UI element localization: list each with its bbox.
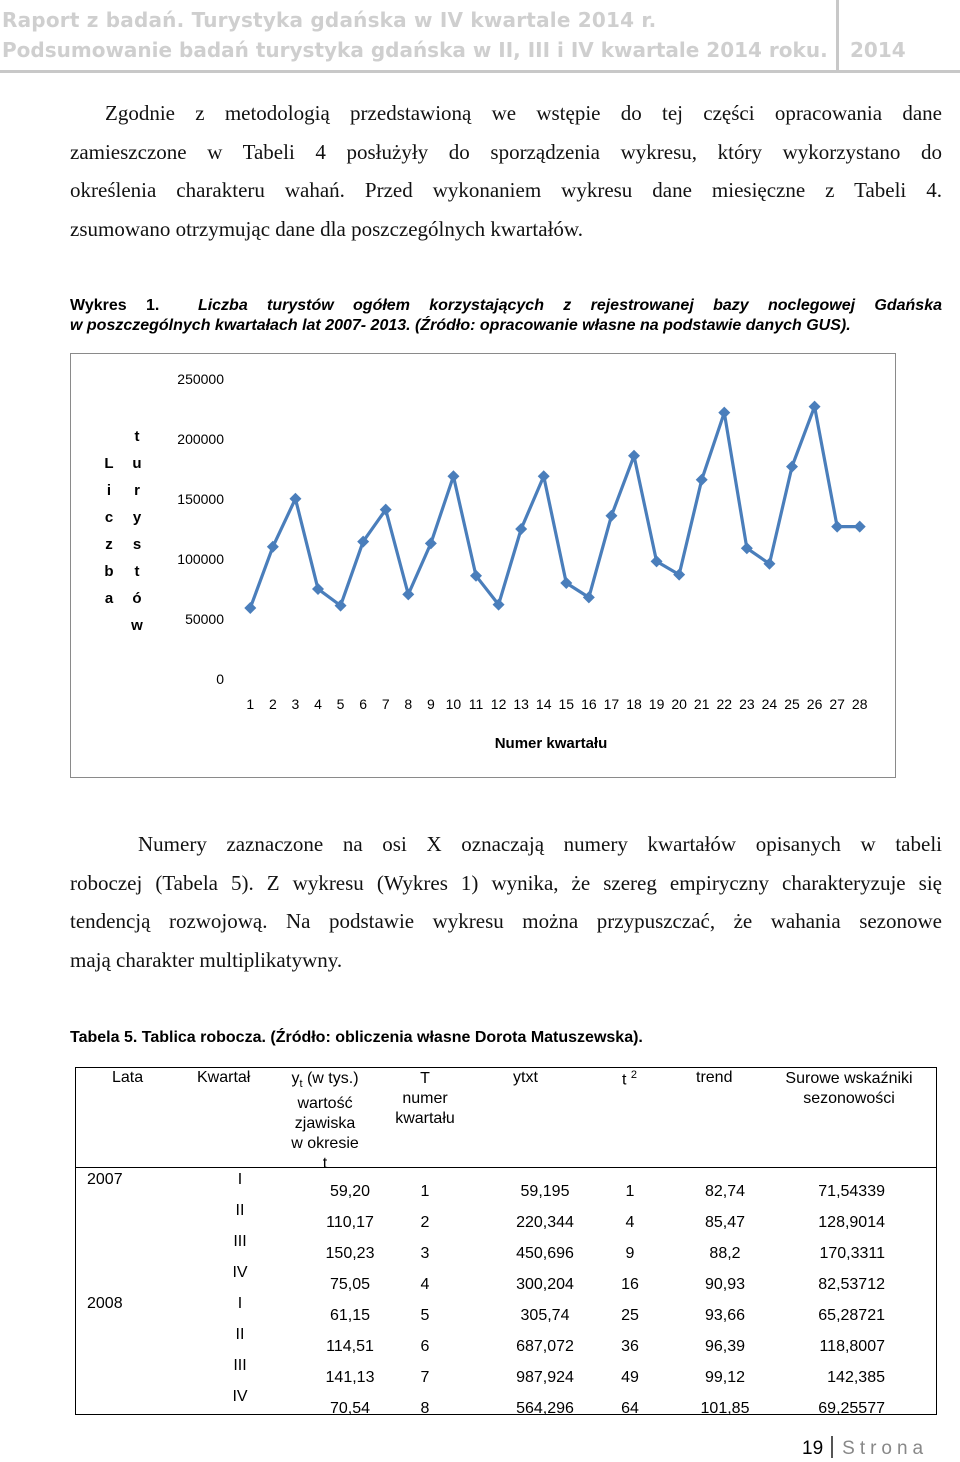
table-cell: 450,696 — [516, 1245, 574, 1262]
th-surowe-line: Surowe wskaźniki — [785, 1070, 913, 1087]
x-tick-label: 14 — [535, 696, 552, 712]
quarter-cell: III — [233, 1233, 247, 1250]
header-rule — [0, 70, 960, 73]
x-tick-label: 18 — [626, 696, 642, 712]
table-cell: 1 — [625, 1183, 635, 1200]
conclusion-line — [70, 825, 942, 864]
page-header — [0, 0, 960, 76]
y-tick-label: 100000 — [177, 551, 224, 567]
table-cell: 110,17 — [326, 1214, 374, 1231]
table-cell: 141,13 — [325, 1369, 375, 1386]
line-chart — [71, 354, 895, 777]
data-point — [628, 450, 640, 462]
th-T-line: kwartału — [395, 1110, 455, 1127]
y-axis-label-char: t — [134, 428, 140, 445]
table-cell: 88,2 — [709, 1245, 741, 1262]
y-axis-label-char: ó — [132, 590, 142, 607]
y-axis-label-char: a — [104, 590, 114, 607]
chart-frame — [70, 353, 896, 778]
figure-caption — [70, 296, 942, 336]
header-title: Raport z badań. Turystyka gdańska w IV kwartale 2014 r. — [2, 8, 657, 32]
table-cell: 170,3311 — [819, 1245, 885, 1262]
table-cell: 2 — [420, 1214, 430, 1231]
table-cell: 118,8007 — [819, 1338, 885, 1355]
th-lata: Lata — [112, 1069, 144, 1086]
y-axis-label-char: w — [131, 617, 143, 634]
data-point — [809, 401, 821, 413]
table-cell: 220,344 — [516, 1214, 574, 1231]
intro-line: określenia charakteru wahań. Przed wykonaniem wykresu dane miesięczne z Tabeli 4. — [70, 178, 942, 202]
page-number: 19 — [802, 1438, 824, 1459]
x-tick-label: 1 — [246, 696, 255, 712]
year-cell: 2007 — [87, 1171, 123, 1188]
x-tick-label: 7 — [381, 696, 390, 712]
x-axis-label: Numer kwartału — [494, 735, 608, 752]
data-point — [447, 470, 459, 482]
table-cell: 36 — [621, 1338, 639, 1355]
table-borders — [75, 1067, 937, 1415]
th-T-line: T — [420, 1070, 430, 1087]
x-tick-label: 8 — [404, 696, 413, 712]
x-tick-label: 23 — [739, 696, 755, 712]
table-cell: 987,924 — [516, 1369, 574, 1386]
y-axis-label-char: s — [132, 536, 142, 553]
conclusion-text: Numery zaznaczone na osi X oznaczają numery kwartałów opisanych w tabeli — [138, 832, 942, 856]
table-cell: 3 — [420, 1245, 430, 1262]
th-yt-line: $y_t$ (w tys.) — [291, 1070, 359, 1091]
conclusion-line: tendencją rozwojową. Na podstawie wykresu można przypuszczać, że wahania sezonowe — [70, 909, 942, 933]
table-cell: 64 — [621, 1400, 639, 1417]
x-tick-label: 25 — [784, 696, 800, 712]
intro-line — [70, 94, 942, 133]
figure-caption-text: Liczba turystów ogółem korzystających z rejestrowanej bazy noclegowej Gdańska — [197, 297, 943, 314]
footer-divider — [831, 1436, 833, 1458]
y-axis-label-char: z — [105, 536, 113, 553]
data-point — [786, 461, 798, 473]
quarter-cell: II — [235, 1326, 245, 1343]
y-axis-label-char: r — [134, 482, 140, 499]
quarter-cell: IV — [232, 1388, 248, 1405]
th-T-line: numer — [402, 1090, 448, 1107]
th-yt-line: w okresie — [291, 1135, 359, 1153]
table-cell: 16 — [621, 1276, 639, 1293]
th-yt-line: wartość — [297, 1095, 353, 1113]
table-cell: 70,54 — [329, 1400, 371, 1417]
x-tick-label: 15 — [558, 696, 575, 712]
table-cell: 75,05 — [329, 1276, 371, 1293]
x-tick-label: 9 — [426, 696, 435, 712]
y-axis-label-char: t — [134, 563, 140, 580]
table-caption: Tabela 5. Tablica robocza. (Źródło: obliczenia własne Dorota Matuszewska). — [70, 1029, 643, 1046]
table-cell: 114,51 — [326, 1338, 374, 1355]
conclusion-paragraph — [70, 825, 942, 979]
y-axis-label-char: u — [132, 455, 142, 472]
data-point — [425, 537, 437, 549]
table-cell: 128,9014 — [818, 1214, 885, 1231]
x-tick-label: 12 — [490, 696, 507, 712]
x-tick-label: 10 — [445, 696, 462, 712]
figure-label: Wykres 1. — [70, 297, 160, 314]
y-tick-label: 250000 — [177, 371, 224, 387]
y-tick-label: 150000 — [177, 491, 224, 507]
table-cell: 61,15 — [329, 1307, 371, 1324]
x-tick-label: 27 — [829, 696, 845, 712]
table-cell: 25 — [621, 1307, 639, 1324]
data-point — [831, 521, 843, 533]
x-tick-label: 20 — [671, 696, 687, 712]
x-tick-label: 28 — [851, 696, 868, 712]
th-surowe — [765, 1069, 933, 1109]
table-cell: 96,39 — [704, 1338, 746, 1355]
x-tick-label: 2 — [268, 696, 277, 712]
y-axis-label-char: y — [132, 509, 142, 526]
quarter-cell: III — [233, 1357, 247, 1374]
table-cell: 150,23 — [325, 1245, 375, 1262]
th-trend: trend — [696, 1069, 733, 1086]
th-kwartal: Kwartał — [197, 1069, 251, 1086]
quarter-cell: IV — [232, 1264, 248, 1281]
table-cell: 69,25577 — [818, 1400, 885, 1417]
intro-line: zamieszczone w Tabeli 4 posłużyły do sporządzenia wykresu, który wykorzystano do — [70, 139, 942, 164]
quarter-cell: I — [237, 1295, 243, 1312]
data-point — [244, 602, 256, 614]
table-cell: 93,66 — [704, 1307, 746, 1324]
y-tick-label: 200000 — [177, 431, 224, 447]
data-point — [718, 407, 730, 419]
table-cell: 1 — [420, 1183, 430, 1200]
table-cell: 82,74 — [704, 1183, 746, 1200]
figure-caption-text: w poszczególnych kwartałach lat 2007- 2013. (Źródło: opracowanie własne na podstawie danych GUS). — [70, 317, 851, 334]
y-tick-label: 0 — [216, 671, 224, 687]
table-cell: 85,47 — [704, 1214, 746, 1231]
x-tick-label: 4 — [314, 696, 322, 712]
table-cell: 59,20 — [329, 1183, 371, 1200]
y-axis-label-char: c — [104, 509, 114, 526]
data-point — [538, 470, 550, 482]
table-cell: 101,85 — [700, 1400, 750, 1417]
table-cell: 99,12 — [704, 1369, 746, 1386]
header-divider — [836, 0, 839, 70]
data-point — [267, 541, 279, 553]
x-tick-label: 5 — [336, 696, 345, 712]
quarter-cell: I — [237, 1171, 243, 1188]
table-cell: 49 — [621, 1369, 639, 1386]
x-tick-label: 24 — [761, 696, 778, 712]
x-tick-label: 21 — [693, 696, 710, 712]
intro-line: zsumowano otrzymując dane dla poszczególnych kwartałów. — [70, 216, 583, 241]
th-t2: t $^2$ — [622, 1069, 638, 1089]
intro-paragraph — [70, 94, 942, 248]
table-cell: 8 — [420, 1400, 430, 1417]
table-cell: 5 — [420, 1307, 430, 1324]
table-cell: 71,54339 — [818, 1183, 885, 1200]
data-point — [515, 523, 527, 535]
table-cell: 564,296 — [516, 1400, 574, 1417]
conclusion-line: mają charakter multiplikatywny. — [70, 947, 343, 972]
data-point — [289, 493, 301, 505]
table-cell: 7 — [420, 1369, 430, 1386]
table-cell: 4 — [420, 1276, 430, 1293]
table-cell: 687,072 — [516, 1338, 574, 1355]
conclusion-line: roboczej (Tabela 5). Z wykresu (Wykres 1) wynika, że szereg empiryczny charakteryzuje się — [70, 870, 942, 895]
x-tick-label: 19 — [648, 696, 665, 712]
th-T — [380, 1069, 470, 1129]
data-point — [605, 510, 617, 522]
year-cell: 2008 — [87, 1295, 123, 1312]
table-cell: 300,204 — [516, 1276, 574, 1293]
table-cell: 65,28721 — [818, 1307, 885, 1324]
th-ytxt: ytxt — [513, 1069, 538, 1086]
table-cell: 6 — [420, 1338, 430, 1355]
table-cell: 305,74 — [520, 1307, 570, 1324]
x-tick-label: 26 — [806, 696, 823, 712]
x-tick-label: 11 — [468, 696, 484, 712]
th-yt-line: zjawiska — [294, 1115, 356, 1133]
figure-caption-line — [70, 296, 942, 316]
y-tick-label: 50000 — [185, 611, 224, 627]
table-cell: 142,385 — [827, 1369, 885, 1386]
table-cell: 9 — [625, 1245, 635, 1262]
table-cell: 59,195 — [520, 1183, 570, 1200]
figure-caption-line — [70, 316, 942, 336]
x-tick-label: 3 — [291, 696, 300, 712]
y-axis-label-char: L — [104, 455, 114, 472]
page-footer — [802, 1436, 928, 1460]
table-cell: 90,93 — [704, 1276, 746, 1293]
x-tick-label: 13 — [513, 696, 529, 712]
data-point — [402, 588, 414, 600]
y-axis-label-char: i — [106, 482, 112, 499]
x-tick-label: 16 — [581, 696, 597, 712]
intro-text: Zgodnie z metodologią przedstawioną we wstępie do tej części opracowania dane — [105, 101, 942, 125]
quarter-cell: II — [235, 1202, 245, 1219]
x-tick-label: 17 — [603, 696, 620, 712]
table-cell: 82,53712 — [818, 1276, 885, 1293]
series-line — [250, 407, 859, 608]
x-tick-label: 22 — [716, 696, 733, 712]
y-axis-label-char: b — [104, 563, 114, 580]
th-yt-line: t — [322, 1155, 328, 1173]
x-tick-label: 6 — [359, 696, 368, 712]
work-table — [75, 1067, 937, 1415]
header-year: 2014 — [850, 38, 906, 62]
header-subtitle: Podsumowanie badań turystyka gdańska w II, III i IV kwartale 2014 roku. — [2, 38, 828, 62]
th-yt — [280, 1069, 370, 1174]
table-outer-border — [76, 1068, 937, 1415]
data-point — [854, 521, 866, 533]
page-label: Strona — [842, 1438, 929, 1459]
table-cell: 4 — [625, 1214, 635, 1231]
th-surowe-line: sezonowości — [803, 1090, 895, 1107]
data-point — [696, 474, 708, 486]
